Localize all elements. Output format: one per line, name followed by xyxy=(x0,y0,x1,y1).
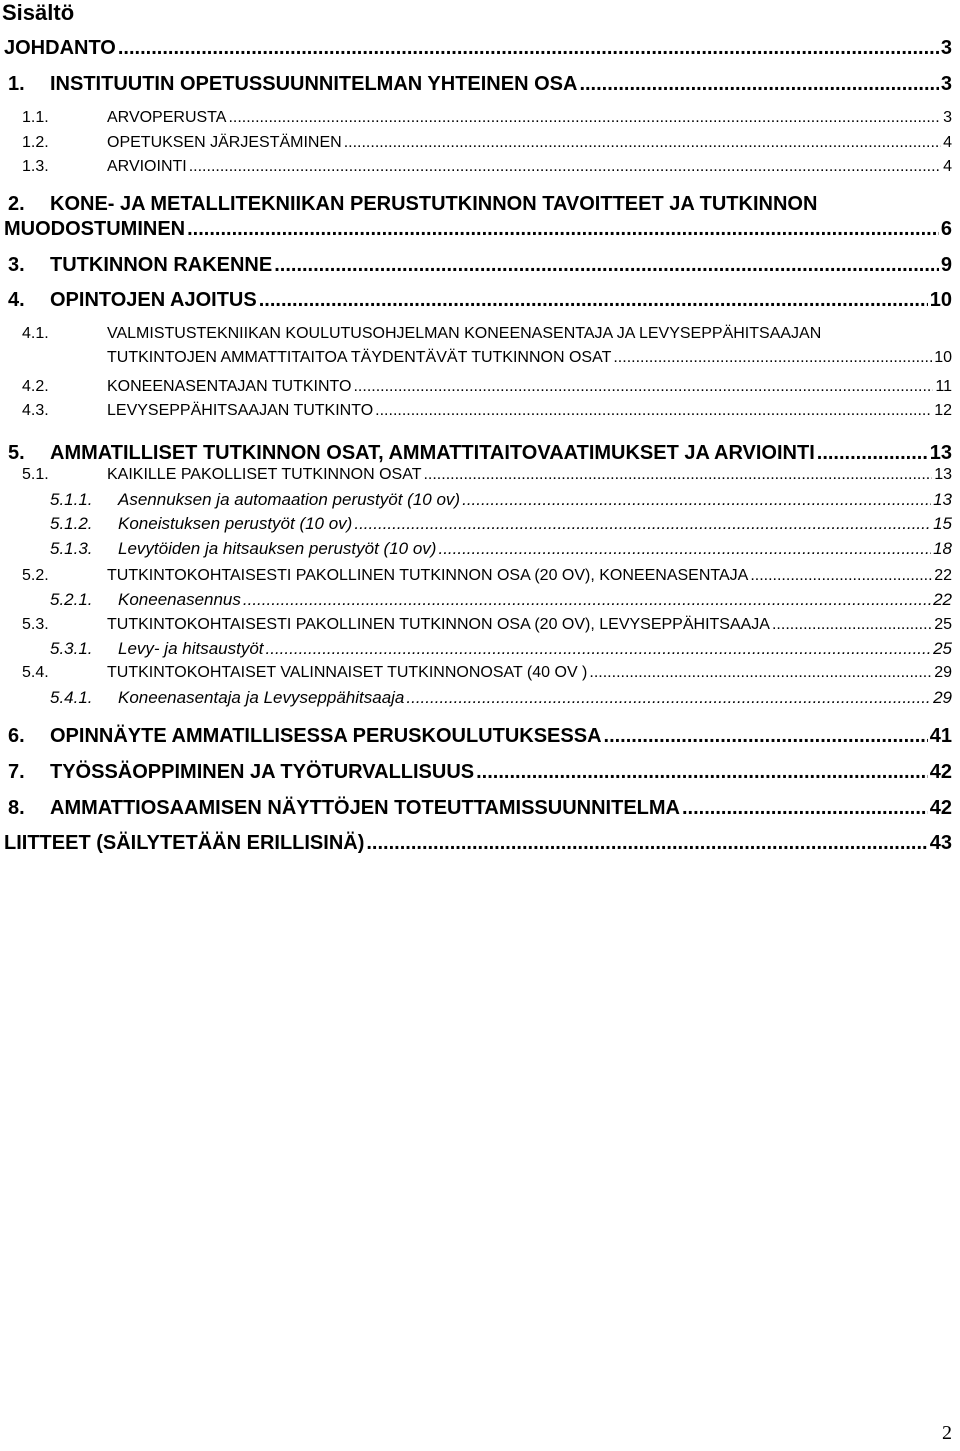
toc-title: TUTKINTOJEN AMMATTITAITOA TÄYDENTÄVÄT TUTKINNON OSAT xyxy=(107,349,612,366)
toc-page-number: 25 xyxy=(934,616,952,633)
toc-leader-dots xyxy=(375,401,932,421)
toc-page-number: 10 xyxy=(934,349,952,366)
toc-title: Koneistuksen perustyöt (10 ov) xyxy=(118,514,353,533)
toc-leader-dots xyxy=(579,72,938,96)
toc-line xyxy=(118,490,952,510)
toc-page-number: 15 xyxy=(933,514,952,533)
toc-number: 4.1. xyxy=(22,325,49,342)
toc-leader-dots xyxy=(366,831,927,855)
toc-page-number: 4 xyxy=(943,134,952,151)
toc-title: KAIKILLE PAKOLLISET TUTKINNON OSAT xyxy=(107,466,422,483)
toc-page-number: 10 xyxy=(929,289,952,311)
toc-line xyxy=(107,348,952,368)
toc-leader-dots xyxy=(189,157,941,177)
toc-title: TUTKINTOKOHTAISESTI PAKOLLINEN TUTKINNON OSA (20 OV), LEVYSEPPÄHITSAAJA xyxy=(107,616,770,633)
toc-title: ARVIOINTI xyxy=(107,158,187,175)
toc-line xyxy=(4,217,952,241)
toc-leader-dots xyxy=(682,796,928,820)
toc-number: 5.1.2. xyxy=(50,514,93,533)
toc-leader-dots xyxy=(406,688,931,708)
toc-line xyxy=(118,639,952,659)
toc-number: 1.3. xyxy=(22,158,49,175)
toc-line xyxy=(107,566,952,586)
toc-number: 5.3.1. xyxy=(50,639,93,658)
toc-title: AMMATTIOSAAMISEN NÄYTTÖJEN TOTEUTTAMISSUUNNITELMA xyxy=(50,797,680,819)
toc-line xyxy=(107,401,952,421)
toc-number: 2. xyxy=(8,193,25,215)
toc-line xyxy=(107,324,952,344)
toc-title: Levy- ja hitsaustyöt xyxy=(118,639,264,658)
toc-title: TUTKINTOKOHTAISESTI PAKOLLINEN TUTKINNON OSA (20 OV), KONEENASENTAJA xyxy=(107,567,749,584)
toc-line xyxy=(107,133,952,153)
toc-page-number: 22 xyxy=(933,590,952,609)
toc-leader-dots xyxy=(228,108,941,128)
toc-line xyxy=(107,108,952,128)
toc-page-number: 42 xyxy=(929,797,952,819)
toc-title: TUTKINTOKOHTAISET VALINNAISET TUTKINNONOSAT (40 OV ) xyxy=(107,664,588,681)
toc-line xyxy=(107,465,952,485)
toc-page-number: 4 xyxy=(943,158,952,175)
toc-page-number: 13 xyxy=(934,466,952,483)
toc-title: Koneenasentaja ja Levyseppähitsaaja xyxy=(118,688,405,707)
toc-line xyxy=(118,539,952,559)
toc-page-number: 9 xyxy=(940,254,952,276)
toc-leader-dots xyxy=(817,441,928,465)
toc-leader-dots xyxy=(274,253,939,277)
toc-line xyxy=(50,192,952,216)
toc-line xyxy=(4,831,952,855)
toc-page-number: 13 xyxy=(929,442,952,464)
toc-page-number: 18 xyxy=(933,539,952,558)
toc-number: 4.3. xyxy=(22,402,49,419)
toc-page-number: 13 xyxy=(933,490,952,509)
toc-number: 3. xyxy=(8,254,25,276)
toc-line xyxy=(107,615,952,635)
toc-leader-dots xyxy=(604,724,928,748)
toc-number: 7. xyxy=(8,761,25,783)
toc-line xyxy=(50,72,952,96)
toc-title: JOHDANTO xyxy=(4,37,116,59)
toc-leader-dots xyxy=(354,514,931,534)
toc-title: TUTKINNON RAKENNE xyxy=(50,254,273,276)
toc-page-number: 6 xyxy=(940,218,952,240)
toc-title: OPETUKSEN JÄRJESTÄMINEN xyxy=(107,134,342,151)
toc-line xyxy=(107,157,952,177)
toc-number: 5.1. xyxy=(22,466,49,483)
toc-number: 5.1.3. xyxy=(50,539,93,558)
toc-title: Asennuksen ja automaation perustyöt (10 ov) xyxy=(118,490,461,509)
toc-title: MUODOSTUMINEN xyxy=(4,218,186,240)
toc-title: KONE- JA METALLITEKNIIKAN PERUSTUTKINNON TAVOITTEET JA TUTKINNON xyxy=(50,193,818,215)
toc-line xyxy=(118,590,952,610)
toc-line xyxy=(107,377,952,397)
toc-line xyxy=(118,688,952,708)
toc-title: KONEENASENTAJAN TUTKINTO xyxy=(107,378,352,395)
toc-leader-dots xyxy=(259,288,928,312)
toc-page-number: 41 xyxy=(929,725,952,747)
toc-page-number: 29 xyxy=(933,688,952,707)
toc-line xyxy=(50,724,952,748)
toc-title: Levytöiden ja hitsauksen perustyöt (10 ov) xyxy=(118,539,437,558)
toc-number: 5.4.1. xyxy=(50,688,93,707)
toc-title: OPINTOJEN AJOITUS xyxy=(50,289,257,311)
toc-line xyxy=(50,796,952,820)
toc-leader-dots xyxy=(266,639,932,659)
toc-number: 1.2. xyxy=(22,134,49,151)
toc-title: TYÖSSÄOPPIMINEN JA TYÖTURVALLISUUS xyxy=(50,761,475,783)
toc-page-number: 3 xyxy=(940,73,952,95)
toc-title: LEVYSEPPÄHITSAAJAN TUTKINTO xyxy=(107,402,374,419)
toc-leader-dots xyxy=(118,36,939,60)
toc-number: 5.2.1. xyxy=(50,590,93,609)
toc-number: 1. xyxy=(8,73,25,95)
toc-leader-dots xyxy=(344,133,941,153)
toc-line xyxy=(107,663,952,683)
toc-line xyxy=(50,253,952,277)
toc-number: 5. xyxy=(8,442,25,464)
page-title: Sisältö xyxy=(2,0,75,25)
toc-leader-dots xyxy=(613,348,932,368)
toc-line xyxy=(50,760,952,784)
toc-page-number: 42 xyxy=(929,761,952,783)
toc-line xyxy=(4,36,952,60)
toc-number: 5.4. xyxy=(22,664,49,681)
toc-line xyxy=(50,441,952,465)
toc-line xyxy=(50,288,952,312)
page-number: 2 xyxy=(942,1422,952,1444)
toc-number: 4.2. xyxy=(22,378,49,395)
toc-line xyxy=(118,514,952,534)
toc-page-number: 22 xyxy=(934,567,952,584)
toc-leader-dots xyxy=(462,490,931,510)
toc-title: VALMISTUSTEKNIIKAN KOULUTUSOHJELMAN KONEENASENTAJA JA LEVYSEPPÄHITSAAJAN xyxy=(107,325,822,342)
toc-leader-dots xyxy=(772,615,932,635)
toc-page-number: 3 xyxy=(943,109,952,126)
toc-number: 4. xyxy=(8,289,25,311)
toc-number: 5.1.1. xyxy=(50,490,93,509)
toc-title: OPINNÄYTE AMMATILLISESSA PERUSKOULUTUKSESSA xyxy=(50,725,602,747)
toc-number: 1.1. xyxy=(22,109,49,126)
toc-leader-dots xyxy=(423,465,932,485)
toc-title: AMMATILLISET TUTKINNON OSAT, AMMATTITAITOVAATIMUKSET JA ARVIOINTI xyxy=(50,442,815,464)
toc-number: 6. xyxy=(8,725,25,747)
toc-title: INSTITUUTIN OPETUSSUUNNITELMAN YHTEINEN OSA xyxy=(50,73,578,95)
toc-title: LIITTEET (SÄILYTETÄÄN ERILLISINÄ) xyxy=(4,832,365,854)
toc-page-number: 25 xyxy=(933,639,952,658)
toc-leader-dots xyxy=(243,590,931,610)
toc-page-number: 12 xyxy=(934,402,952,419)
toc-leader-dots xyxy=(750,566,932,586)
toc-page-number: 11 xyxy=(935,378,952,395)
toc-number: 5.2. xyxy=(22,567,49,584)
toc-leader-dots xyxy=(353,377,933,397)
toc-leader-dots xyxy=(187,217,939,241)
toc-page-number: 29 xyxy=(934,664,952,681)
toc-page-number: 3 xyxy=(940,37,952,59)
toc-number: 8. xyxy=(8,797,25,819)
toc-number: 5.3. xyxy=(22,616,49,633)
toc-title: Koneenasennus xyxy=(118,590,241,609)
toc-leader-dots xyxy=(589,663,932,683)
toc-leader-dots xyxy=(476,760,928,784)
toc-leader-dots xyxy=(438,539,931,559)
toc-title: ARVOPERUSTA xyxy=(107,109,227,126)
toc-page-number: 43 xyxy=(929,832,952,854)
